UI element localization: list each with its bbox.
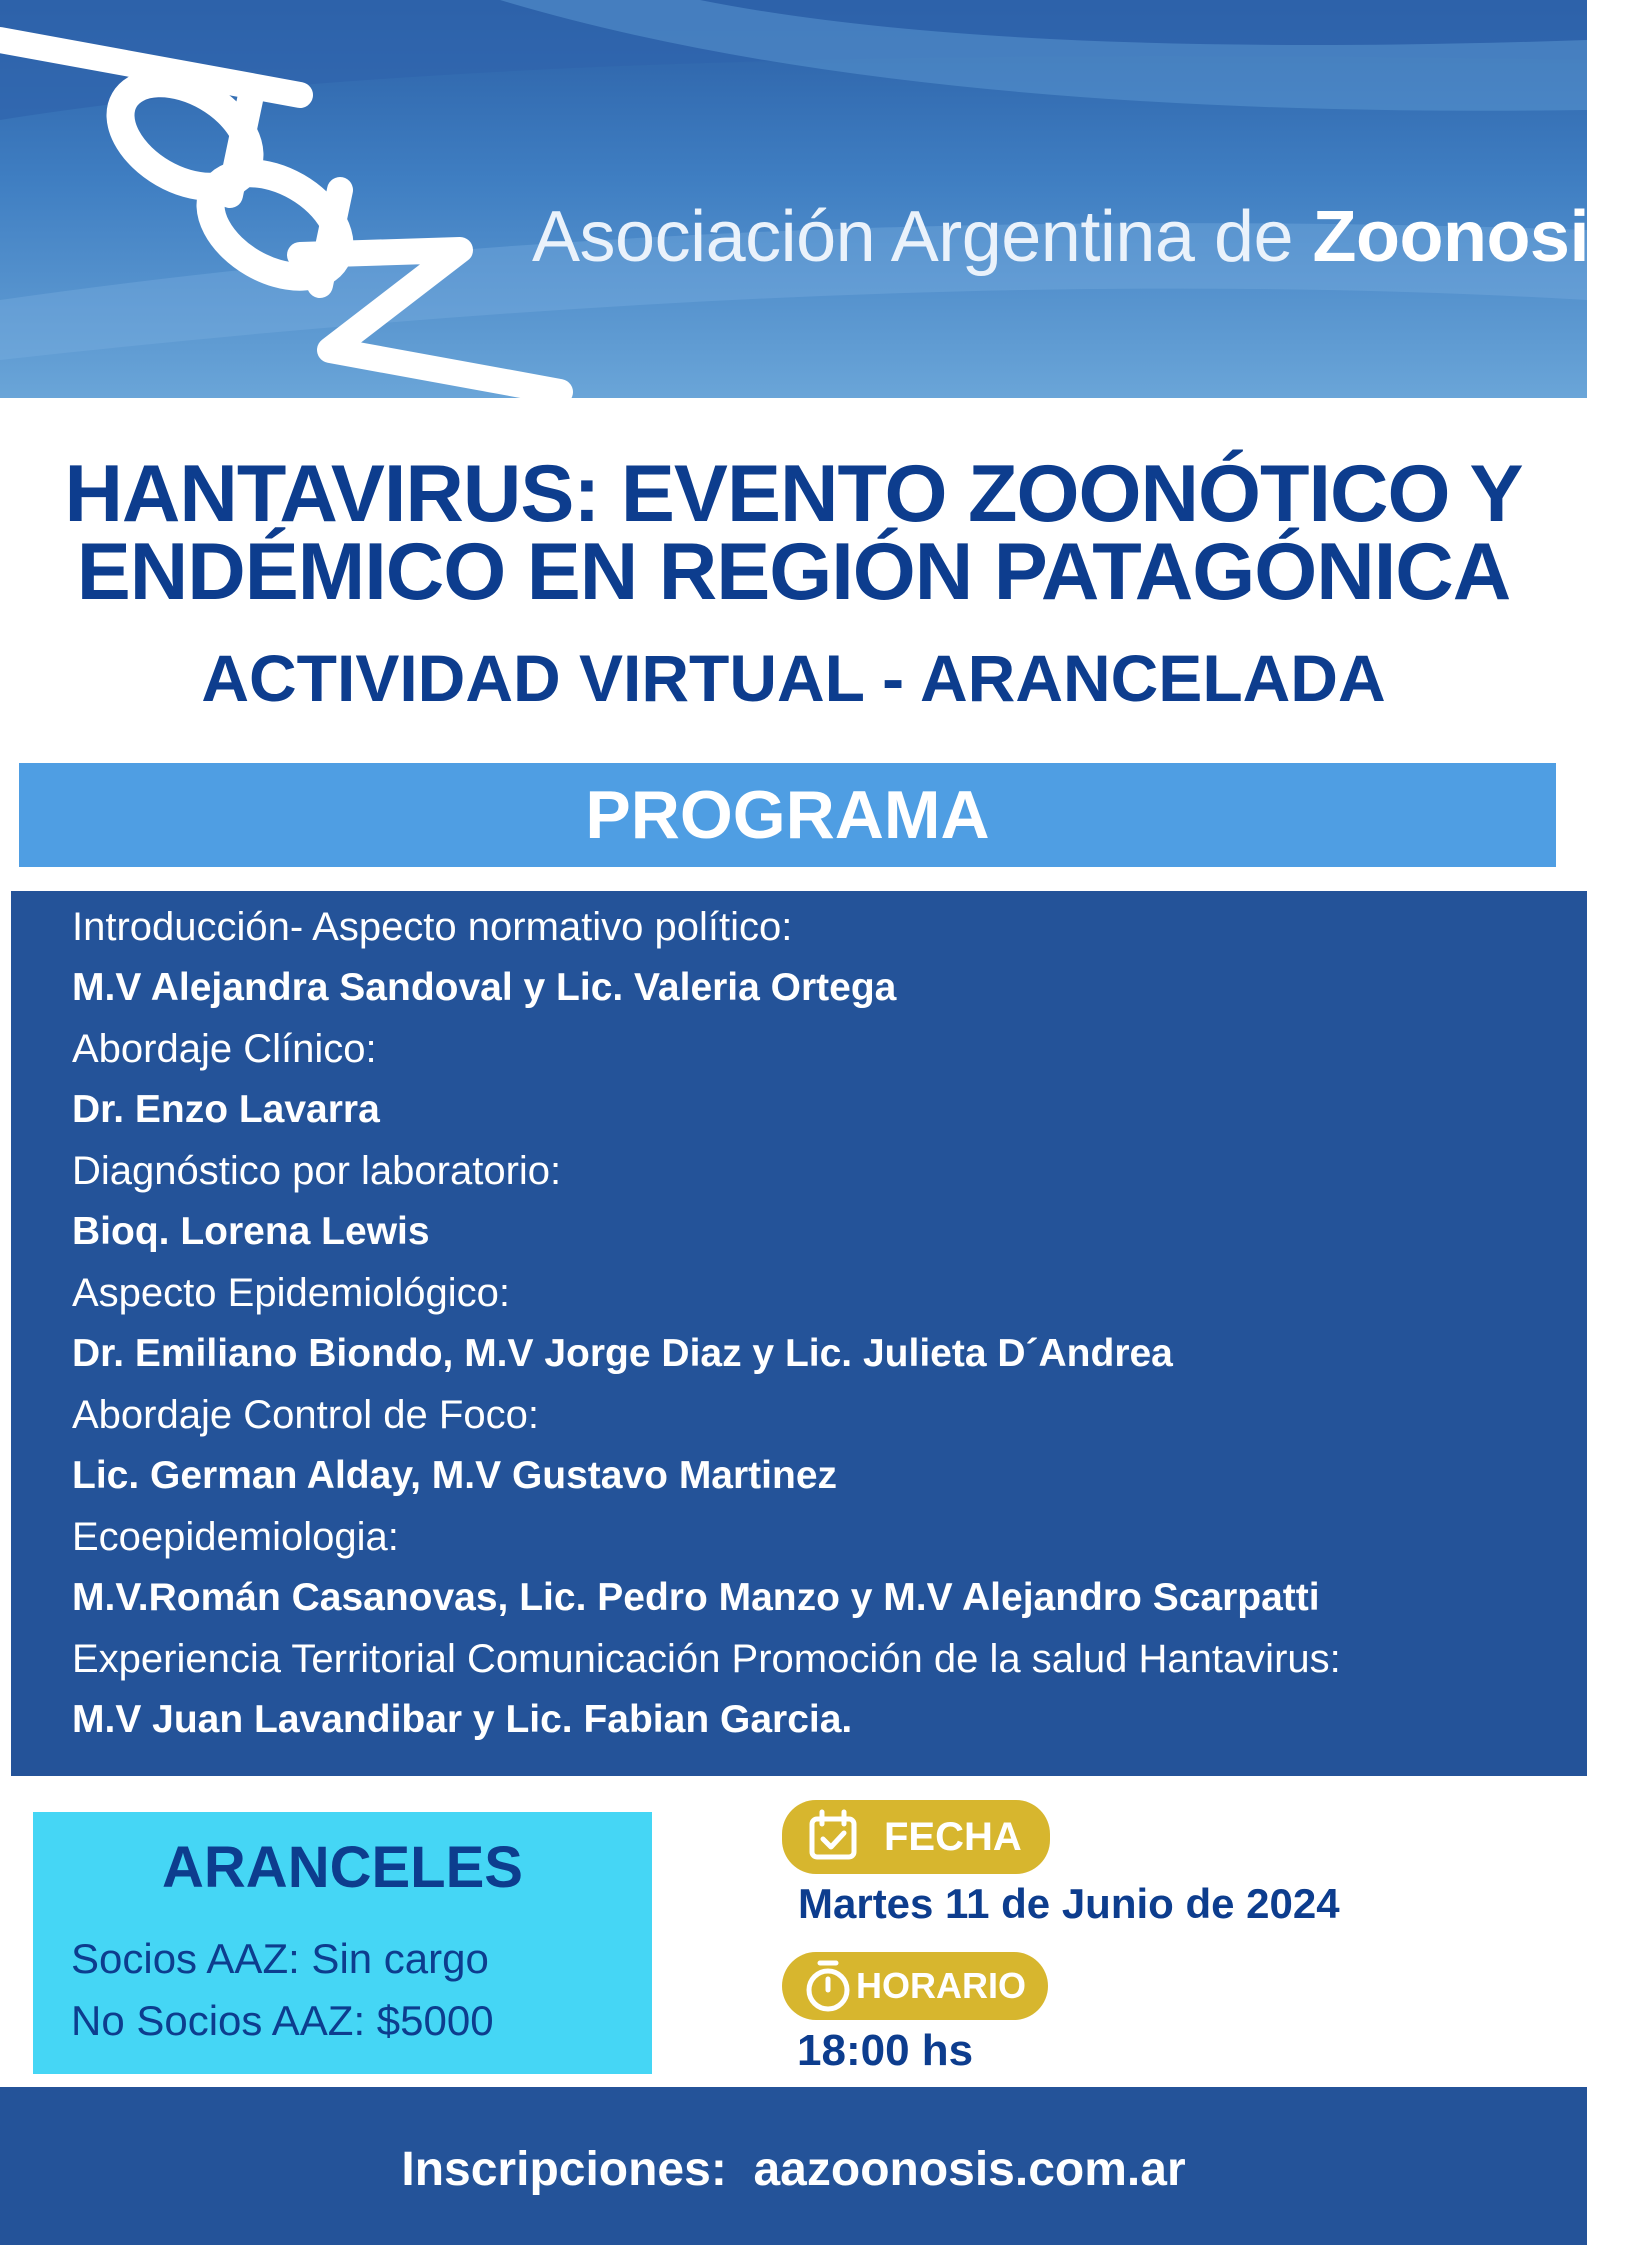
event-title-line2: ENDÉMICO EN REGIÓN PATAGÓNICA bbox=[76, 527, 1511, 617]
header-banner bbox=[0, 0, 1629, 398]
program-topic: Experiencia Territorial Comunicación Promoción de la salud Hantavirus: bbox=[72, 1637, 1341, 1681]
horario-badge bbox=[782, 1952, 1048, 2020]
event-date: Martes 11 de Junio de 2024 bbox=[798, 1880, 1340, 1927]
registration-link[interactable]: Inscripciones: aazoonosis.com.ar bbox=[401, 2142, 1186, 2196]
program-topic: Abordaje Clínico: bbox=[72, 1027, 377, 1071]
program-speakers: M.V Juan Lavandibar y Lic. Fabian Garcia. bbox=[72, 1698, 853, 1741]
event-title-line1: HANTAVIRUS: EVENTO ZOONÓTICO Y bbox=[64, 449, 1523, 539]
fecha-label: FECHA bbox=[884, 1814, 1022, 1859]
program-list bbox=[11, 891, 1587, 1776]
program-speakers: Dr. Emiliano Biondo, M.V Jorge Diaz y Lic. Julieta D´Andrea bbox=[72, 1332, 1173, 1375]
programa-heading-bar bbox=[19, 763, 1556, 867]
program-speakers: Lic. German Alday, M.V Gustavo Martinez bbox=[72, 1454, 838, 1497]
program-speakers: Dr. Enzo Lavarra bbox=[72, 1088, 380, 1131]
program-speakers: Bioq. Lorena Lewis bbox=[72, 1210, 430, 1253]
footer-bar bbox=[0, 2087, 1587, 2245]
org-name: Asociación Argentina de Zoonosis bbox=[532, 197, 1629, 277]
program-topic: Diagnóstico por laboratorio: bbox=[72, 1149, 562, 1193]
horario-label: HORARIO bbox=[856, 1965, 1026, 2006]
program-topic: Introducción- Aspecto normativo político: bbox=[72, 905, 793, 949]
calendar-check-icon bbox=[804, 1807, 864, 1867]
programa-heading: PROGRAMA bbox=[585, 777, 990, 853]
price-socios: Socios AAZ: Sin cargo bbox=[71, 1935, 489, 1982]
aranceles-heading: ARANCELES bbox=[162, 1835, 523, 1900]
aranceles-box bbox=[33, 1812, 652, 2074]
price-no-socios: No Socios AAZ: $5000 bbox=[71, 1997, 494, 2044]
program-speakers: M.V Alejandra Sandoval y Lic. Valeria Ortega bbox=[72, 966, 897, 1009]
program-topic: Ecoepidemiologia: bbox=[72, 1515, 399, 1559]
program-topic: Aspecto Epidemiológico: bbox=[72, 1271, 511, 1315]
program-speakers: M.V.Román Casanovas, Lic. Pedro Manzo y M.V Alejandro Scarpatti bbox=[72, 1576, 1320, 1619]
event-subtitle: ACTIVIDAD VIRTUAL - ARANCELADA bbox=[201, 641, 1386, 715]
event-time: 18:00 hs bbox=[797, 2026, 974, 2075]
program-topic: Abordaje Control de Foco: bbox=[72, 1393, 539, 1437]
fecha-badge bbox=[782, 1800, 1050, 1874]
stopwatch-icon bbox=[802, 1958, 854, 2014]
